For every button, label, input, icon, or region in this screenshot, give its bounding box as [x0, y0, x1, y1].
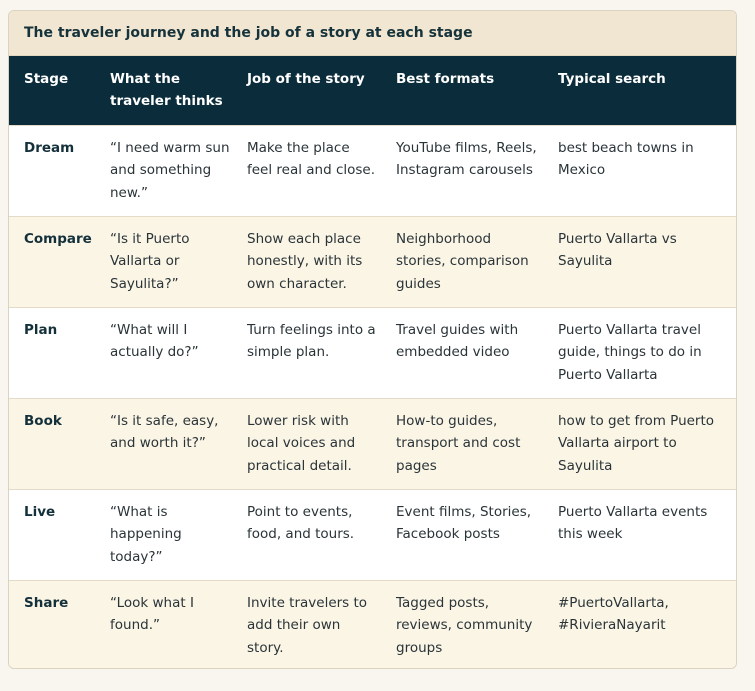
- header-job: Job of the story: [247, 71, 365, 87]
- thinks-cell: “Is it Puerto Vallarta or Sayulita?”: [110, 230, 190, 292]
- header-stage: Stage: [24, 71, 69, 87]
- formats-cell: YouTube films, Reels, Instagram carousels: [396, 139, 537, 178]
- formats-cell: How-to guides, transport and cost pages: [396, 412, 521, 474]
- formats-cell: Travel guides with embedded video: [396, 321, 519, 360]
- job-cell: Show each place honestly, with its own character.: [247, 230, 363, 292]
- header-thinks: What the traveler thinks: [110, 71, 223, 109]
- search-cell: Puerto Vallarta vs Sayulita: [558, 230, 677, 269]
- formats-cell: Neighborhood stories, comparison guides: [396, 230, 529, 292]
- stage-cell: Live: [24, 503, 56, 520]
- stage-cell: Dream: [24, 139, 75, 156]
- stage-cell: Compare: [24, 230, 92, 247]
- thinks-cell: “I need warm sun and something new.”: [110, 139, 230, 201]
- search-cell: how to get from Puerto Vallarta airport to Sayulita: [558, 412, 715, 474]
- thinks-cell: “What is happening today?”: [110, 503, 182, 565]
- journey-table-card: [8, 10, 737, 669]
- header-formats: Best formats: [396, 71, 495, 87]
- stage-cell: Book: [24, 412, 62, 429]
- job-cell: Make the place feel real and close.: [247, 139, 376, 178]
- thinks-cell: “Look what I found.”: [110, 594, 194, 633]
- table-row: [9, 580, 737, 669]
- table-header-row: [9, 56, 737, 125]
- job-cell: Turn feelings into a simple plan.: [247, 321, 376, 360]
- job-cell: Invite travelers to add their own story.: [247, 594, 368, 656]
- header-search: Typical search: [558, 71, 666, 87]
- search-cell: #PuertoVallarta, #RivieraNayarit: [558, 594, 669, 633]
- table-row: [9, 398, 737, 489]
- search-cell: Puerto Vallarta events this week: [558, 503, 708, 542]
- formats-cell: Tagged posts, reviews, community groups: [396, 594, 533, 656]
- search-cell: Puerto Vallarta travel guide, things to do in Puerto Vallarta: [558, 321, 702, 383]
- table-caption: The traveler journey and the job of a story at each stage: [9, 11, 736, 56]
- table-row: [9, 489, 737, 580]
- thinks-cell: “Is it safe, easy, and worth it?”: [110, 412, 219, 451]
- table-row: [9, 307, 737, 398]
- table-row: [9, 216, 737, 307]
- table-row: [9, 125, 737, 216]
- search-cell: best beach towns in Mexico: [558, 139, 694, 178]
- job-cell: Point to events, food, and tours.: [247, 503, 355, 542]
- formats-cell: Event films, Stories, Facebook posts: [396, 503, 532, 542]
- stage-cell: Share: [24, 594, 69, 611]
- thinks-cell: “What will I actually do?”: [110, 321, 199, 360]
- job-cell: Lower risk with local voices and practical detail.: [247, 412, 356, 474]
- stage-cell: Plan: [24, 321, 58, 338]
- journey-table: [9, 56, 737, 669]
